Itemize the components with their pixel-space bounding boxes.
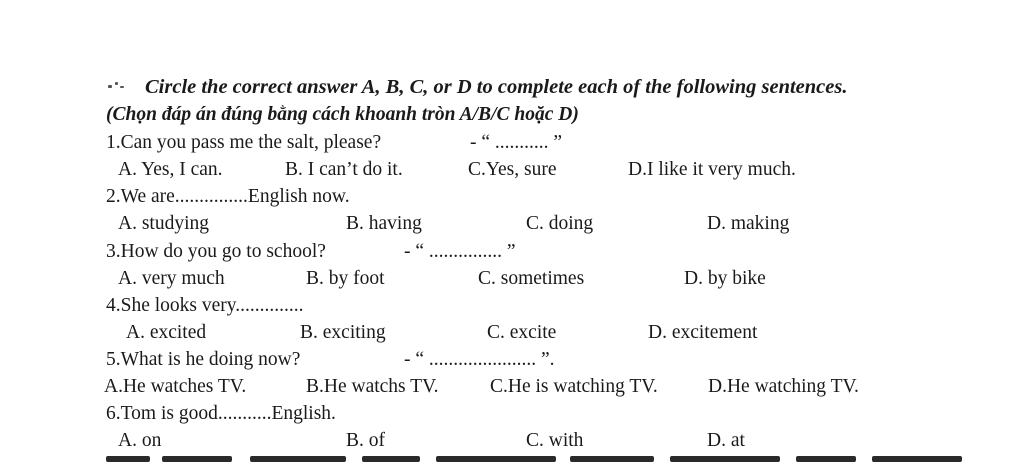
answer-blank: - “ ...................... ”. xyxy=(404,349,555,370)
option-b[interactable]: B. of xyxy=(346,430,385,451)
option-b[interactable]: B. by foot xyxy=(306,268,385,289)
option-a[interactable]: A. on xyxy=(118,430,162,451)
option-c[interactable]: C. with xyxy=(526,430,584,451)
option-d[interactable]: D.I like it very much. xyxy=(628,159,796,180)
option-a[interactable]: A. excited xyxy=(126,322,207,343)
answer-blank: - “ ............... ” xyxy=(404,241,516,262)
question-prompt: 4.She looks very.............. xyxy=(106,295,304,316)
question-prompt: 1.Can you pass me the salt, please? xyxy=(106,132,382,153)
instruction-title: Circle the correct answer A, B, C, or D to complete each of the following sentences. xyxy=(145,76,848,98)
option-b[interactable]: B. having xyxy=(346,213,422,234)
option-d[interactable]: D. making xyxy=(707,213,790,234)
bullet-mark-icon xyxy=(106,80,140,94)
option-d[interactable]: D.He watching TV. xyxy=(708,376,859,397)
answer-blank: - “ ........... ” xyxy=(470,132,563,153)
option-a[interactable]: A. very much xyxy=(118,268,225,289)
question-prompt: 6.Tom is good...........English. xyxy=(106,403,336,424)
cropped-next-line xyxy=(100,454,1000,462)
instruction-subtitle: (Chọn đáp án đúng bằng cách khoanh tròn A/B/C hoặc D) xyxy=(106,104,579,125)
option-c[interactable]: C. doing xyxy=(526,213,594,234)
question-prompt: 3.How do you go to school? xyxy=(106,241,326,262)
option-c[interactable]: C. sometimes xyxy=(478,268,585,289)
option-a[interactable]: A. studying xyxy=(118,213,210,234)
option-a[interactable]: A.He watches TV. xyxy=(104,376,247,397)
option-b[interactable]: B. I can’t do it. xyxy=(285,159,403,180)
option-d[interactable]: D. excitement xyxy=(648,322,758,343)
question-prompt: 5.What is he doing now? xyxy=(106,349,301,370)
option-b[interactable]: B. exciting xyxy=(300,322,386,343)
option-d[interactable]: D. at xyxy=(707,430,745,451)
option-c[interactable]: C. excite xyxy=(487,322,557,343)
option-b[interactable]: B.He watchs TV. xyxy=(306,376,439,397)
question-prompt: 2.We are...............English now. xyxy=(106,186,350,207)
option-c[interactable]: C.Yes, sure xyxy=(468,159,557,180)
option-d[interactable]: D. by bike xyxy=(684,268,766,289)
option-c[interactable]: C.He is watching TV. xyxy=(490,376,658,397)
option-a[interactable]: A. Yes, I can. xyxy=(118,159,223,180)
